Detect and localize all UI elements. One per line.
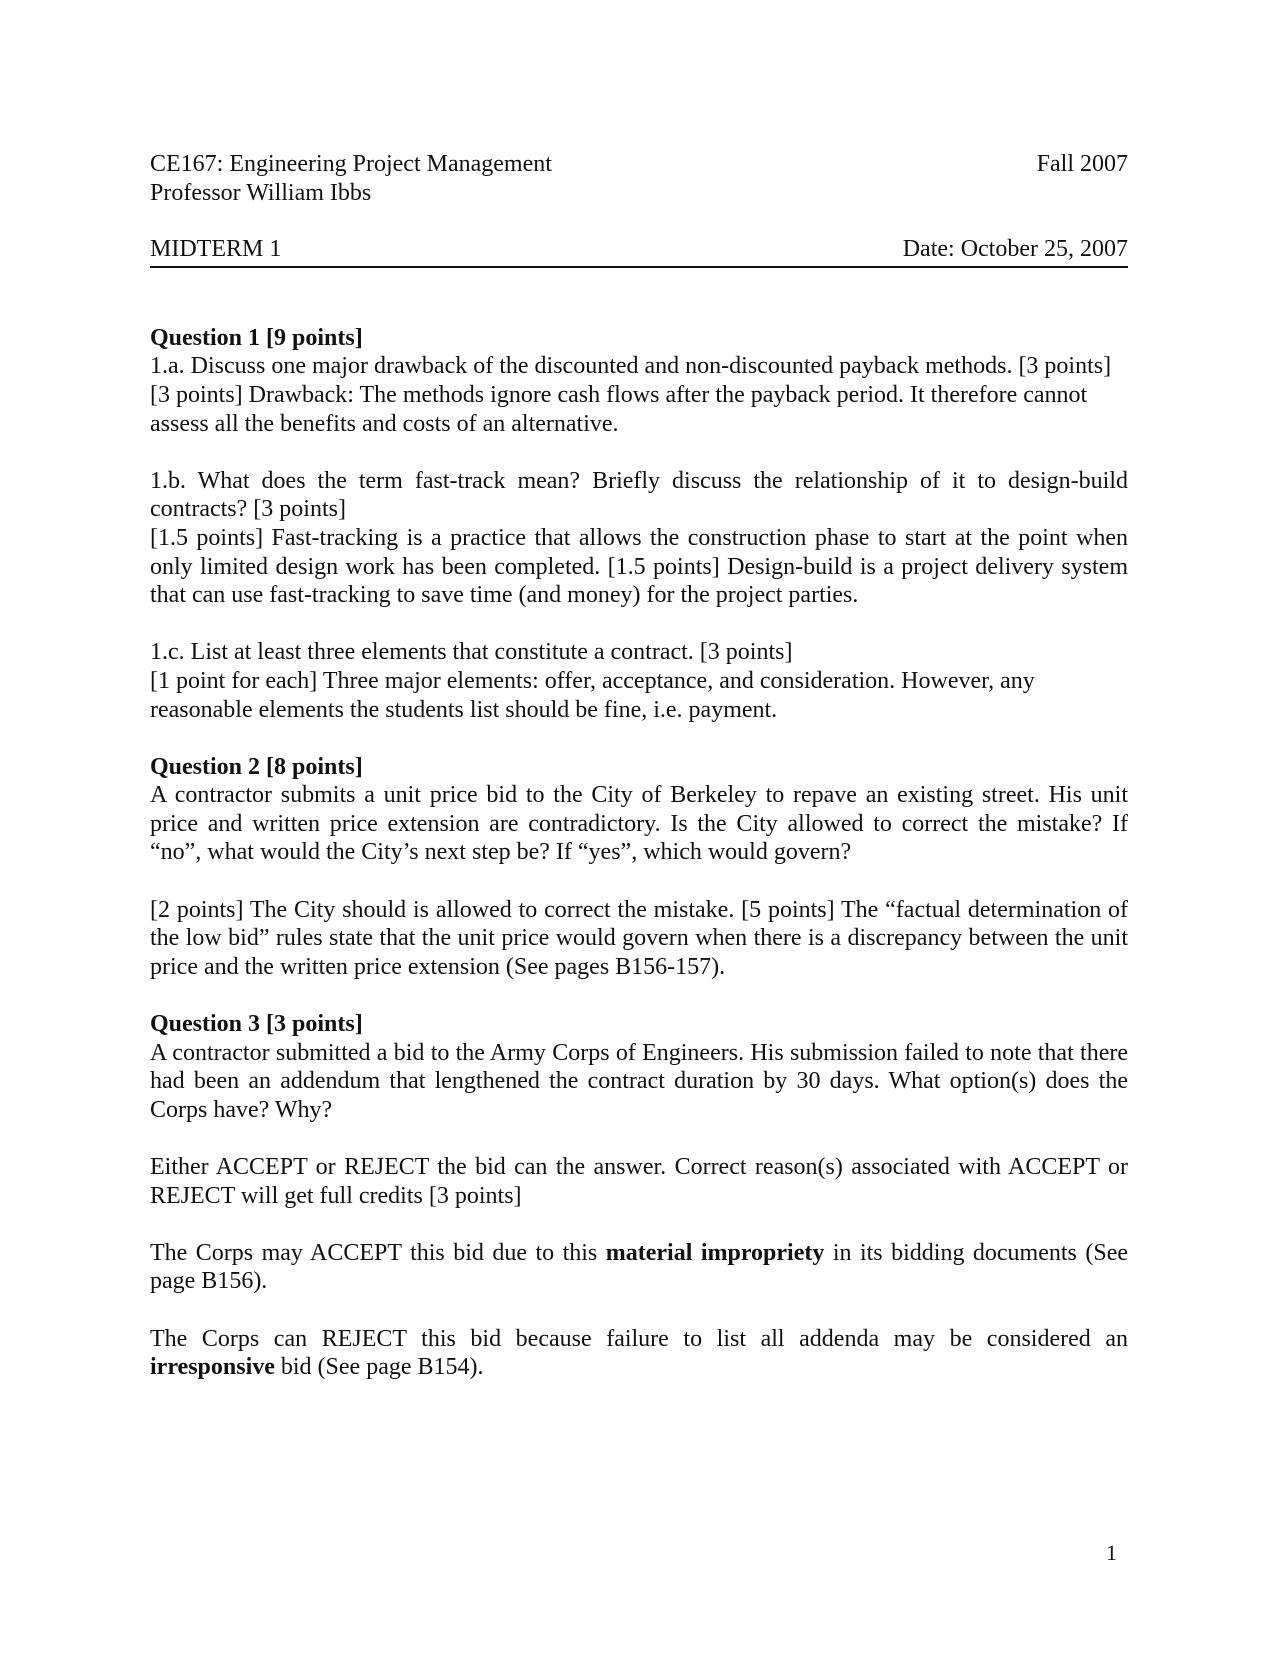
question-2-title: Question 2 [8 points] <box>150 753 363 780</box>
term: Fall 2007 <box>1036 151 1128 177</box>
header-row-professor <box>150 179 1128 208</box>
header-row-exam <box>150 235 1128 268</box>
exam-date: Date: October 25, 2007 <box>902 236 1128 263</box>
question-3-text: A contractor submitted a bid to the Army Corps of Engineers. His submission failed to note that there had been an addendum that lengthened the contract duration by 30 days. What option(s) does the Corps have? Why? <box>150 1039 1128 1123</box>
question-3-answer-intro: Either ACCEPT or REJECT the bid can the answer. Correct reason(s) associated with ACCEPT or REJECT will get full credits [3 points] <box>150 1154 1128 1209</box>
question-1b-answer: [1.5 points] Fast-tracking is a practice that allows the construction phase to start at the point when only limited design work has been completed. [1.5 points] Design-build is a project delivery system that can use fast-tracking to save time (and money) for the project parties. <box>150 524 1128 609</box>
professor-name: Professor William Ibbs <box>150 179 372 206</box>
question-1 <box>150 324 1128 724</box>
question-1-title: Question 1 [9 points] <box>150 324 363 351</box>
question-2 <box>150 753 1128 982</box>
exam-title: MIDTERM 1 <box>150 236 282 263</box>
page-number: 1 <box>1106 1540 1117 1565</box>
material-impropriety-term: material impropriety <box>605 1239 825 1266</box>
question-3-reject-answer: The Corps can REJECT this bid because failure to list all addenda may be considered an irresponsive bid (See page B154). <box>150 1325 1128 1381</box>
question-3-title: Question 3 [3 points] <box>150 1011 363 1038</box>
irresponsive-term: irresponsive <box>150 1354 275 1381</box>
question-2-text: A contractor submits a unit price bid to the City of Berkeley to repave an existing street. His unit price and written price extension are contradictory. Is the City allowed to correct the mistake? If “no”, what would the City’s next step be? If “yes”, which would govern? <box>150 782 1128 866</box>
header-row-course <box>150 150 1128 179</box>
exam-page <box>150 150 1128 1382</box>
question-1b-text: 1.b. What does the term fast-track mean? Briefly discuss the relationship of it to design-build contracts? [3 points] <box>150 467 1128 523</box>
course-title: CE167: Engineering Project Management <box>150 151 552 177</box>
question-1c-text: 1.c. List at least three elements that constitute a contract. [3 points] <box>150 639 793 666</box>
question-2-answer: [2 points] The City should is allowed to correct the mistake. [5 points] The “factual determination of the low bid” rules state that the unit price would govern when there is a discrepancy between the unit price and the written price extension (See pages B156-157). <box>150 896 1128 980</box>
question-3-accept-answer: The Corps may ACCEPT this bid due to this material impropriety in its bidding documents (See page B156). <box>150 1239 1128 1295</box>
question-1c-answer: [1 point for each] Three major elements: offer, acceptance, and consideration. However, any reasonable elements the students list should be fine, i.e. payment. <box>150 667 1035 723</box>
question-1a-answer: [3 points] Drawback: The methods ignore cash flows after the payback period. It therefore cannot assess all the benefits and costs of an alternative. <box>150 381 1088 437</box>
question-3 <box>150 1010 1128 1382</box>
question-1a-text: 1.a. Discuss one major drawback of the discounted and non-discounted payback methods. [3 points] <box>150 353 1112 380</box>
